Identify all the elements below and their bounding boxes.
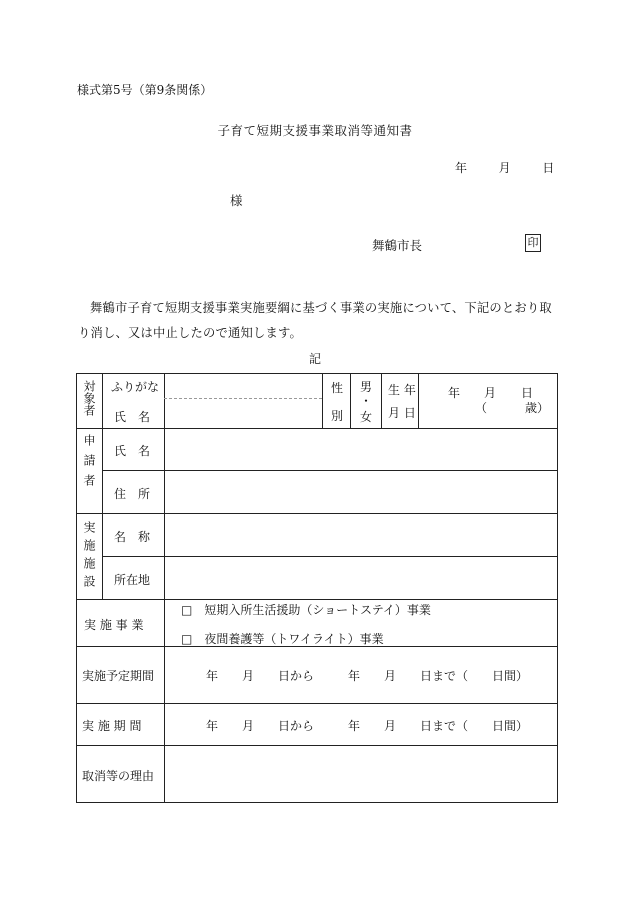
actual-period-to: 年 月 日まで（ 日間）	[348, 719, 529, 733]
planned-period-from: 年 月 日から	[206, 669, 315, 683]
age-close: 歳）	[525, 401, 550, 415]
table-line	[76, 513, 558, 514]
table-line	[418, 373, 419, 428]
table-line	[76, 428, 558, 429]
planned-period-to: 年 月 日まで（ 日間）	[348, 669, 529, 683]
notice-body: 舞鶴市子育て短期支援事業実施要綱に基づく事業の実施について、下記のとおり取り消し、又は中止したので通知します。	[78, 301, 552, 340]
birth-day-label: 日	[521, 386, 534, 400]
furigana-label: ふりがな	[111, 380, 160, 394]
facility-label: 実施施設	[82, 521, 96, 593]
table-line	[76, 599, 558, 600]
project-option-twilight[interactable]: □ 夜間養護等（トワイライト）事業	[181, 632, 384, 646]
issue-date	[455, 159, 554, 176]
table-border-top	[76, 373, 558, 374]
birth-label-1: 生 年	[388, 383, 416, 397]
form-number: 様式第5号（第9条関係）	[77, 83, 213, 97]
sex-dot: ・	[360, 394, 373, 408]
birth-month-label: 月	[484, 386, 497, 400]
subject-label: 対象者	[82, 380, 96, 416]
table-line	[76, 745, 558, 746]
date-month-label: 月	[498, 161, 511, 175]
table-border-left	[76, 373, 77, 803]
notice-table	[76, 373, 558, 803]
age-open: （	[475, 401, 488, 415]
planned-period-label: 実施予定期間	[82, 669, 155, 683]
table-line	[322, 373, 323, 428]
birth-year-label: 年	[448, 386, 461, 400]
applicant-label: 申請者	[82, 434, 96, 494]
project-label: 実 施 事 業	[84, 618, 144, 632]
table-line	[102, 556, 558, 557]
addressee-suffix: 様	[230, 193, 243, 208]
table-line	[76, 703, 558, 704]
sex-label-1: 性	[331, 381, 344, 395]
table-line	[164, 373, 165, 803]
seal-mark: 印	[525, 234, 541, 252]
reason-label: 取消等の理由	[82, 769, 155, 783]
date-year-label: 年	[455, 161, 468, 175]
date-day-label: 日	[542, 161, 555, 175]
table-border-bottom	[76, 802, 558, 803]
project-option-shortstay[interactable]: □ 短期入所生活援助（ショートステイ）事業	[181, 603, 431, 617]
applicant-name-label: 氏 名	[114, 444, 151, 458]
issuer-name: 舞鶴市長	[372, 238, 423, 253]
furigana-separator	[164, 398, 322, 399]
table-line	[102, 470, 558, 471]
ki-heading: 記	[308, 352, 321, 366]
table-line	[102, 373, 103, 599]
table-line	[381, 373, 382, 428]
actual-period-label: 実 施 期 間	[82, 719, 142, 733]
birth-label-2: 月 日	[388, 406, 416, 420]
document-title: 子育て短期支援事業取消等通知書	[217, 123, 413, 138]
actual-period-from: 年 月 日から	[206, 719, 315, 733]
table-border-right	[557, 373, 558, 803]
facility-name-label: 名 称	[114, 530, 151, 544]
table-line	[350, 373, 351, 428]
sex-male-option: 男	[360, 380, 373, 394]
subject-name-label: 氏 名	[114, 410, 151, 424]
sex-female-option: 女	[360, 410, 373, 424]
sex-label-2: 別	[331, 409, 344, 423]
facility-location-label: 所在地	[114, 573, 151, 587]
applicant-address-label: 住 所	[114, 487, 151, 501]
